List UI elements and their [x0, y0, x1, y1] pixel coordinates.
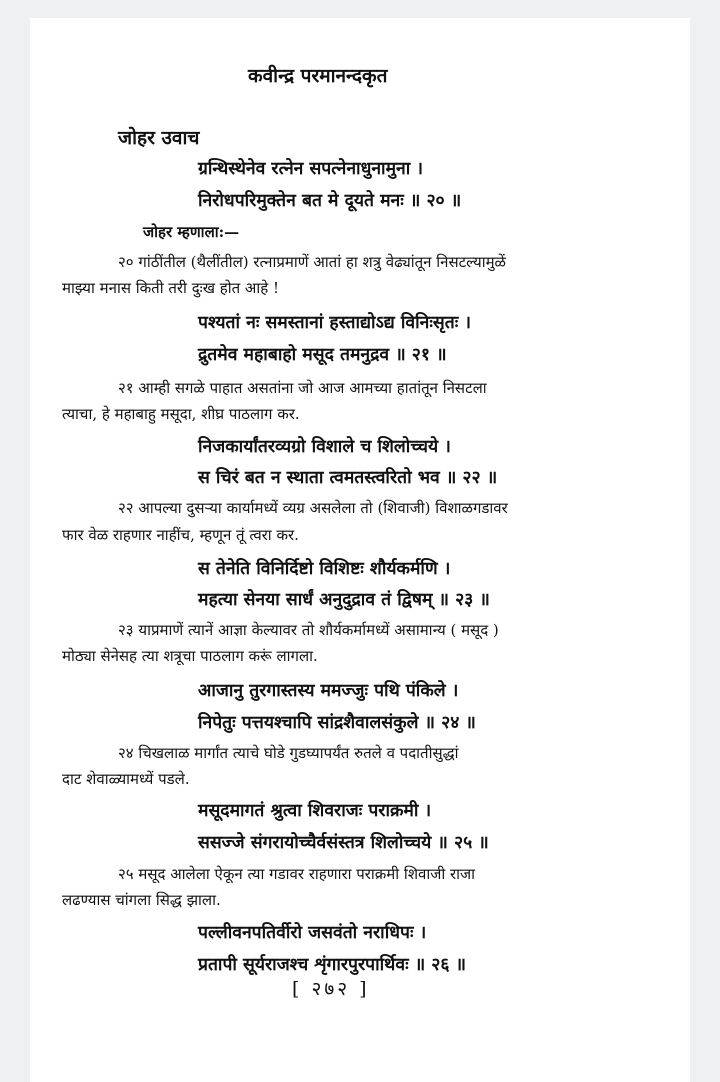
translation-22-line-1: २२ आपल्या दुसऱ्या कार्यामध्यें व्यग्र असलेला तो (शिवाजी) विशाळगडावर — [118, 499, 508, 517]
verse-22-line-2: स चिरं बत न स्थाता त्वमतस्त्वरितो भव ॥ २२ ॥ — [198, 468, 498, 488]
verse-23-line-1: स तेनेति विनिर्दिष्टो विशिष्टः शौर्यकर्मणि । — [198, 559, 451, 579]
verse-20-line-1: ग्रन्थिस्थेनेव रत्नेन सपत्नेनाधुनामुना । — [198, 159, 424, 179]
verse-25-line-1: मसूदमागतं श्रुत्वा शिवराजः पराक्रमी । — [198, 801, 432, 821]
page-number: [ २७२ ] — [292, 978, 370, 1000]
page-header: कवीन्द्र परमानन्दकृत — [248, 65, 388, 87]
verse-26-line-2: प्रतापी सूर्यराजश्च शृंगारपुरपार्थिवः ॥ २६ ॥ — [198, 955, 467, 975]
translation-25-line-2: लढण्यास चांगला सिद्ध झाला. — [62, 891, 221, 909]
translation-20-line-1: २० गांठींतील (थैलींतील) रत्नाप्रमाणें आतां हा शत्रु वेढ्यांतून निसटल्यामुळें — [118, 253, 506, 271]
translation-23-line-2: मोठ्या सेनेसह त्या शत्रूचा पाठलाग करूं लागला. — [62, 647, 318, 665]
translation-24-line-2: दाट शेवाळ्यामध्यें पडले. — [62, 770, 190, 788]
translation-25-line-1: २५ मसूद आलेला ऐकून त्या गडावर राहणारा पराक्रमी शिवाजी राजा — [118, 865, 476, 883]
verse-20-line-2: निरोधपरिमुक्तेन बत मे दूयते मनः ॥ २० ॥ — [198, 191, 462, 211]
verse-21-line-2: द्रुतमेव महाबाहो मसूद तमनुद्रव ॥ २१ ॥ — [198, 345, 447, 365]
verse-25-line-2: ससज्जे संगरायोच्चैर्वसंस्तत्र शिलोच्चये ॥ २५ ॥ — [198, 833, 489, 853]
verse-23-line-2: महत्या सेनया सार्धं अनुदुद्राव तं द्विषम् ॥ २३ ॥ — [198, 590, 490, 610]
translation-24-line-1: २४ चिखलाळ मार्गांत त्याचे घोडे गुडघ्यापर्यंत रुतले व पदातीसुद्धां — [118, 744, 459, 762]
translation-21-line-2: त्याचा, हे महाबाहु मसूदा, शीघ्र पाठलाग कर. — [62, 405, 300, 423]
verse-24-line-2: निपेतुः पत्तयश्चापि सांद्रशैवालसंकुले ॥ २४ ॥ — [198, 713, 476, 733]
verse-21-line-1: पश्यतां नः समस्तानां हस्ताद्योऽद्य विनिःसृतः । — [198, 313, 471, 333]
translation-label: जोहर म्हणाला:— — [143, 223, 240, 241]
speaker-heading: जोहर उवाच — [118, 127, 200, 149]
translation-20-line-2: माझ्या मनास किती तरी दुःख होत आहे ! — [62, 279, 279, 297]
verse-26-line-1: पल्लीवनपतिर्वीरो जसवंतो नराधिपः । — [198, 923, 427, 943]
translation-23-line-1: २३ याप्रमाणें त्यानें आज्ञा केल्यावर तो शौर्यकर्मामध्यें असामान्य ( मसूद ) — [118, 621, 499, 639]
verse-24-line-1: आजानु तुरगास्तस्य ममज्जुः पथि पंकिले । — [198, 681, 459, 701]
verse-22-line-1: निजकार्यांतरव्यग्रो विशाले च शिलोच्चये । — [198, 437, 451, 457]
translation-21-line-1: २१ आम्ही सगळे पाहात असतांना जो आज आमच्या हातांतून निसटला — [118, 379, 487, 397]
translation-22-line-2: फार वेळ राहणार नाहींच, म्हणून तूं त्वरा कर. — [62, 526, 299, 544]
